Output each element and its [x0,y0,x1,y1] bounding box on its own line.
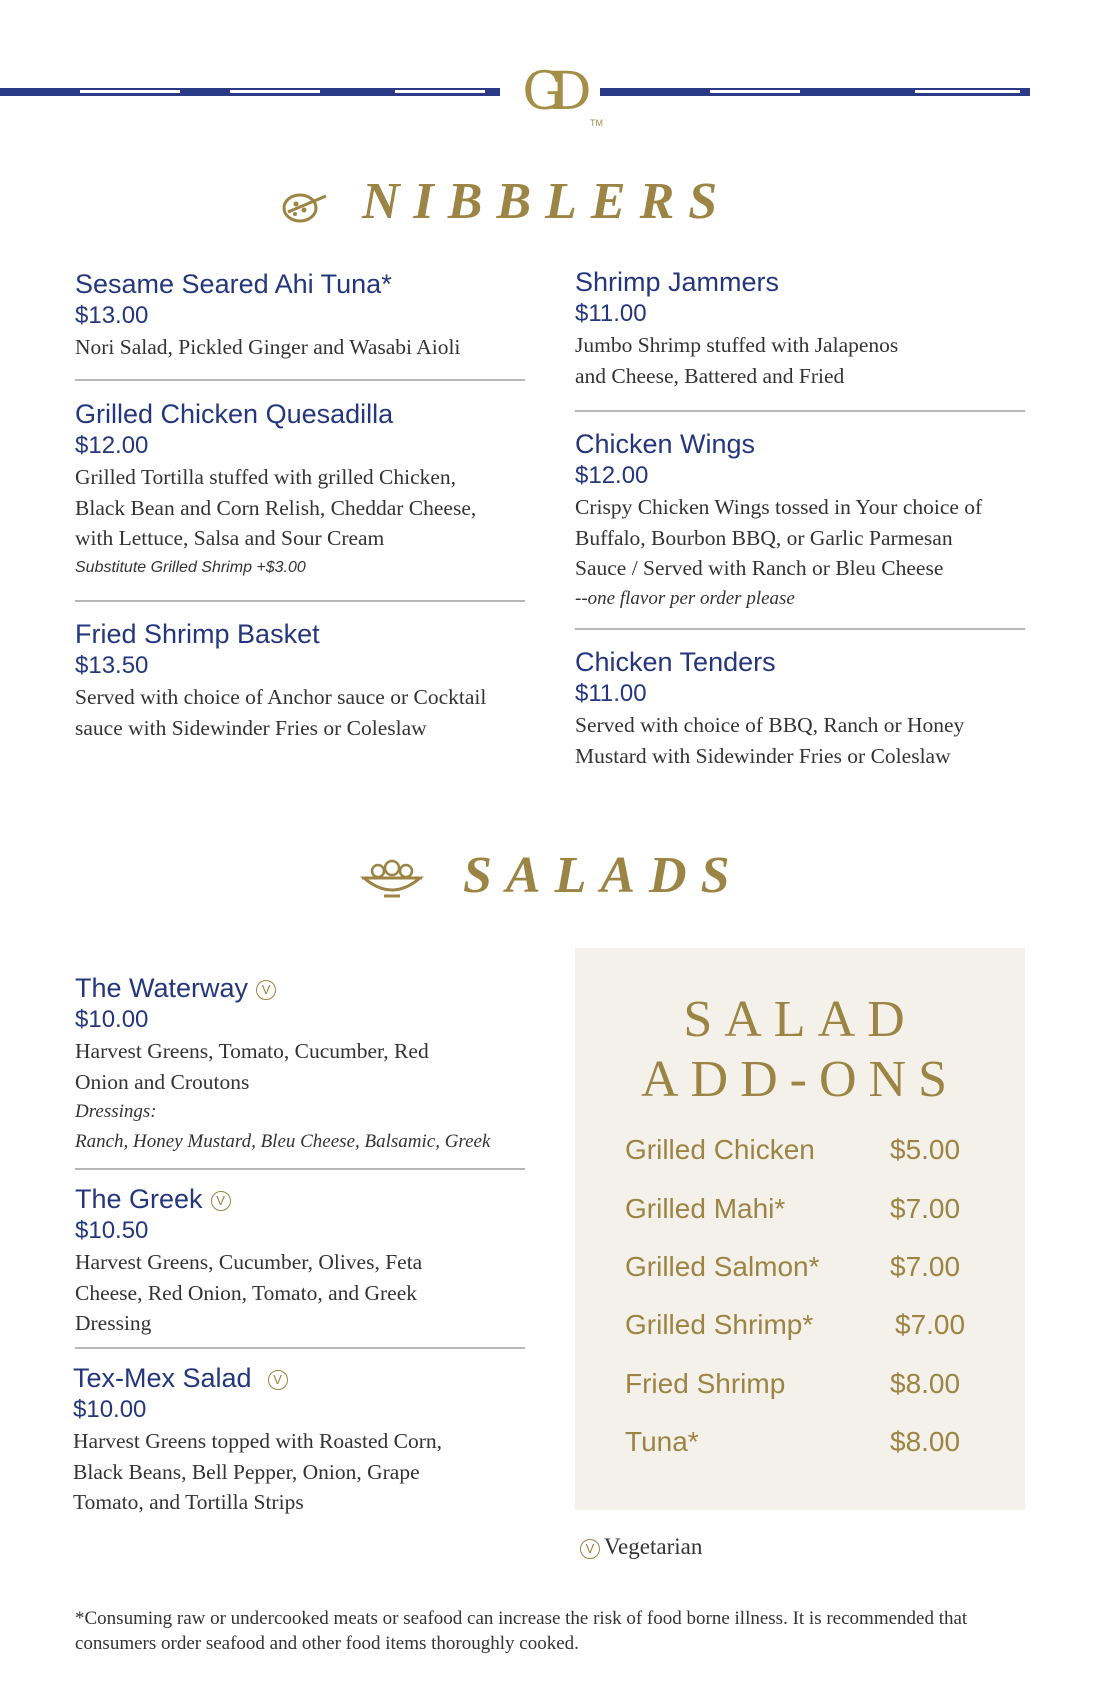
item-price: $12.00 [75,432,149,459]
addon-row [625,1368,975,1408]
item-price: $13.00 [75,302,149,329]
addon-price: $7.00 [895,1309,966,1340]
salad-bowl-icon [360,858,424,900]
addon-row [625,1309,975,1349]
item-name: Chicken Wings [575,429,756,459]
menu-item [575,428,1045,614]
item-description: Cheese, Red Onion, Tomato, and Greek [75,1280,418,1305]
item-price: $10.00 [75,1006,149,1033]
item-name-text: The Waterway [75,973,249,1003]
addon-row [625,1426,975,1466]
dressings-list: Ranch, Honey Mustard, Bleu Cheese, Balsamic, Greek [75,1131,491,1152]
addon-row [625,1251,975,1291]
addon-price: $8.00 [890,1368,961,1399]
trademark: TM [590,118,603,128]
divider [575,410,1025,412]
item-description: Mustard with Sidewinder Fries or Coleslaw [575,743,951,768]
vegetarian-icon: V [580,1539,600,1559]
divider [75,1347,525,1349]
menu-item [75,268,545,363]
disclaimer: *Consuming raw or undercooked meats or seafood can increase the risk of food borne illness. It is recommended that consumers order seafood and other food items thoroughly cooked. [75,1608,968,1654]
item-description: Crispy Chicken Wings tossed in Your choice of [575,495,983,519]
item-description: Onion and Croutons [75,1069,250,1094]
addons-title-line2: ADD-ONS [641,1051,959,1108]
item-description: Harvest Greens, Tomato, Cucumber, Red [75,1039,429,1063]
item-description: Dressing [75,1311,152,1335]
addon-price: $7.00 [890,1251,961,1282]
addon-name: Grilled Mahi* [625,1193,786,1224]
addon-row [625,1134,975,1174]
menu-item [73,1362,543,1518]
item-description: Tomato, and Tortilla Strips [73,1490,304,1514]
nibblers-heading: NIBBLERS [362,173,732,230]
item-price: $10.00 [73,1396,147,1423]
item-description: with Lettuce, Salsa and Sour Cream [75,526,385,550]
item-name-text: The Greek [75,1184,203,1214]
item-name: Shrimp Jammers [575,267,780,297]
item-price: $11.00 [575,680,647,707]
addon-price: $5.00 [890,1134,961,1165]
item-name-text: Tex-Mex Salad [73,1363,252,1393]
item-description: Sauce / Served with Ranch or Bleu Cheese [575,556,944,580]
item-note: Substitute Grilled Shrimp +$3.00 [75,558,306,576]
menu-item [575,266,1045,391]
menu-item [75,398,545,580]
item-price: $10.50 [75,1217,149,1244]
item-description: Harvest Greens, Cucumber, Olives, Feta [75,1250,423,1274]
addon-name: Grilled Chicken [625,1134,815,1165]
addons-title-line1: SALAD [683,991,917,1048]
vegetarian-icon: V [256,980,276,1000]
item-description: sauce with Sidewinder Fries or Coleslaw [75,715,427,740]
addon-price: $7.00 [890,1193,961,1224]
divider [575,628,1025,630]
addon-price: $8.00 [890,1426,961,1457]
pizza-icon [280,188,330,228]
item-name: Sesame Seared Ahi Tuna* [75,269,392,299]
item-description: Black Beans, Bell Pepper, Onion, Grape [73,1459,420,1484]
vegetarian-legend [580,1534,702,1560]
item-name: Fried Shrimp Basket [75,619,320,649]
item-description: Buffalo, Bourbon BBQ, or Garlic Parmesan [575,525,953,550]
menu-item [75,618,545,743]
item-price: $13.50 [75,652,149,679]
item-name [75,1183,545,1215]
item-price: $12.00 [575,462,649,489]
menu-item [75,1183,545,1339]
item-name: Grilled Chicken Quesadilla [75,399,394,429]
menu-item [75,972,545,1157]
vegetarian-icon: V [211,1191,231,1211]
addon-row [625,1193,975,1233]
item-description: Served with choice of BBQ, Ranch or Honey [575,713,965,737]
item-description: Black Bean and Corn Relish, Cheddar Cheese, [75,495,477,520]
item-description: Nori Salad, Pickled Ginger and Wasabi Aioli [75,335,461,359]
dressings-label: Dressings: [75,1101,157,1122]
addon-name: Grilled Shrimp* [625,1309,814,1340]
item-description: Served with choice of Anchor sauce or Cocktail [75,685,487,709]
legend-label: Vegetarian [604,1534,703,1559]
addon-name: Tuna* [625,1426,699,1457]
divider [75,379,525,381]
item-price: $11.00 [575,300,647,327]
item-name [75,972,545,1004]
menu-item [575,646,1045,771]
addon-name: Grilled Salmon* [625,1251,820,1282]
item-description: Grilled Tortilla stuffed with grilled Chicken, [75,465,457,489]
item-description: Jumbo Shrimp stuffed with Jalapenos [575,333,899,357]
divider [75,600,525,602]
logo: GD [500,52,600,132]
item-description: Harvest Greens topped with Roasted Corn, [73,1429,443,1453]
salads-heading: SALADS [463,847,744,904]
vegetarian-icon: V [268,1370,288,1390]
item-description: and Cheese, Battered and Fried [575,363,845,388]
addon-name: Fried Shrimp [625,1368,786,1399]
item-note: --one flavor per order please [575,587,795,609]
item-name [73,1362,543,1394]
item-name: Chicken Tenders [575,647,776,677]
divider [75,1168,525,1170]
